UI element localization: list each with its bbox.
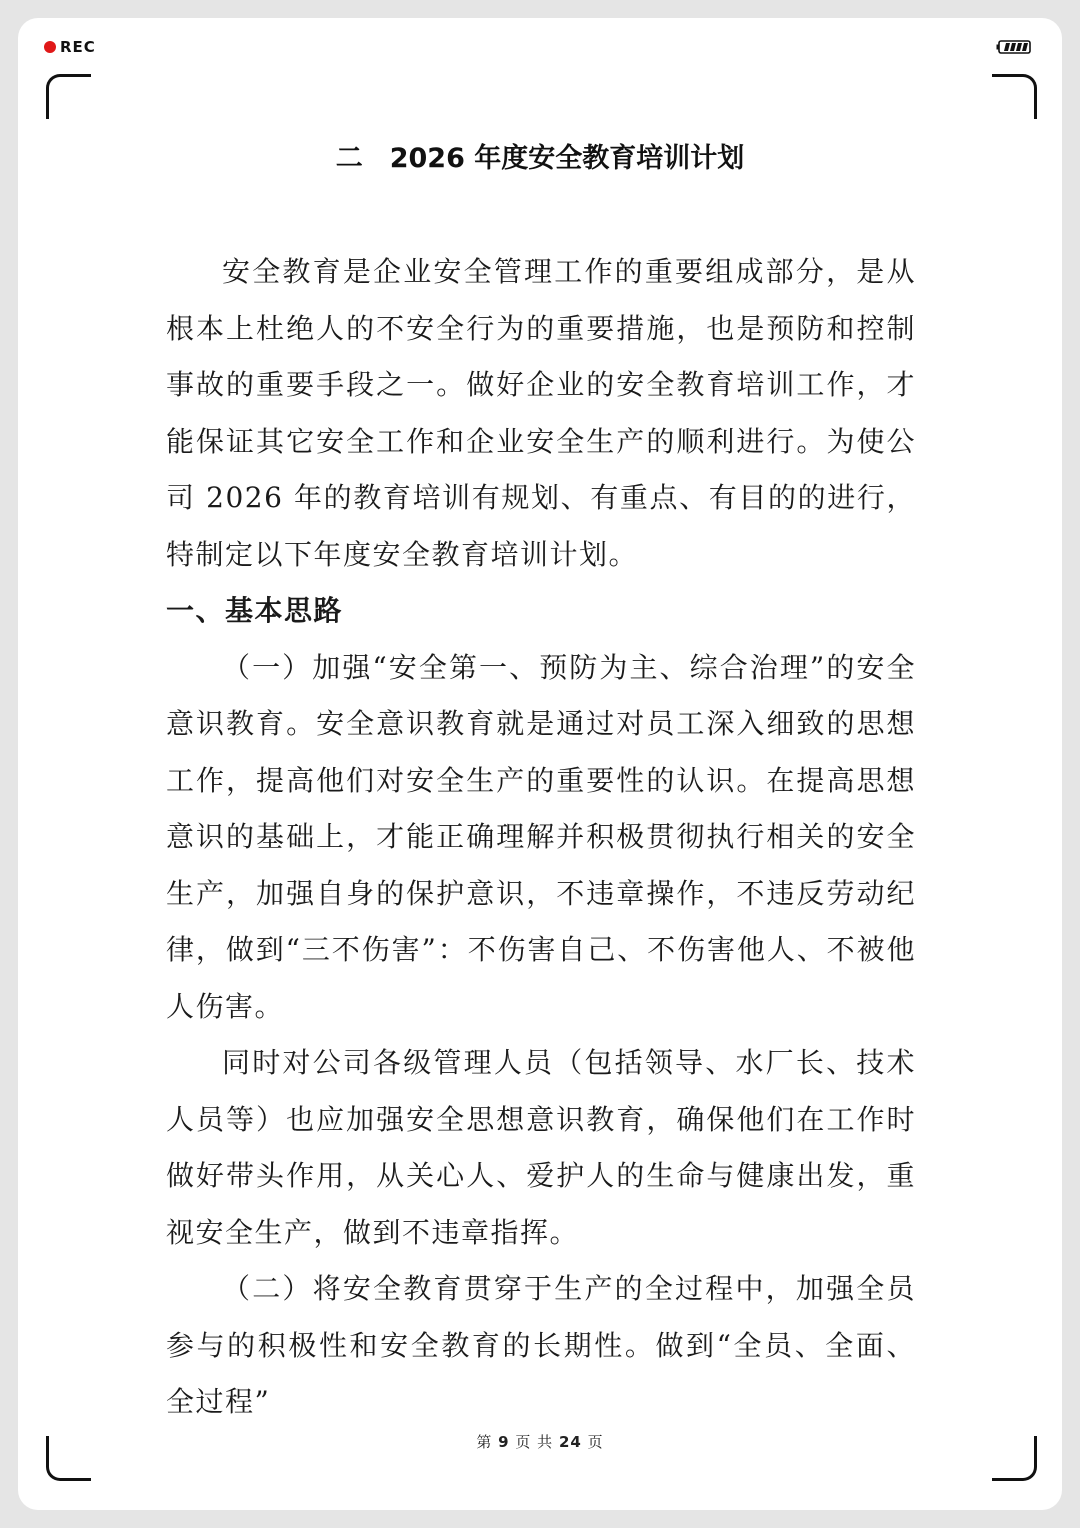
paragraph-item-1: （一）加强“安全第一、预防为主、综合治理”的安全意识教育。安全意识教育就是通过对员工深入细致的思想工作，提高他们对安全生产的重要性的认识。在提高思想意识的基础上，才能正确理解并积极贯彻执行相关的安全生产，加强自身的保护意识，不违章操作，不违反劳动纪律，做到“三不伤害”：不伤害自己、不伤害他人、不被他人伤害。 xyxy=(166,650,916,1023)
current-page-number: 9 xyxy=(498,1433,510,1451)
page-footer xyxy=(0,1431,1080,1452)
document-title: 二 2026 年度安全教育培训计划 xyxy=(335,143,745,174)
total-page-count: 24 xyxy=(558,1433,582,1451)
section-heading: 一、基本思路 xyxy=(166,594,344,627)
rec-indicator xyxy=(44,38,96,56)
paragraph-managers: 同时对公司各级管理人员（包括领导、水厂长、技术人员等）也应加强安全思想意识教育，确保他们在工作时做好带头作用，从关心人、爱护人的生命与健康出发，重视安全生产，做到不违章指挥。 xyxy=(166,1046,916,1249)
footer-middle: 页 共 xyxy=(515,1433,554,1451)
paragraph-item-2: （二）将安全教育贯穿于生产的全过程中，加强全员参与的积极性和安全教育的长期性。做到“全员、全面、全过程” xyxy=(166,1272,916,1418)
rec-label: REC xyxy=(60,38,96,56)
footer-prefix: 第 xyxy=(476,1433,493,1451)
viewfinder-corner-top-right xyxy=(992,74,1037,119)
footer-suffix: 页 xyxy=(587,1433,604,1451)
paragraph-intro: 安全教育是企业安全管理工作的重要组成部分，是从根本上杜绝人的不安全行为的重要措施，也是预防和控制事故的重要手段之一。做好企业的安全教育培训工作，才能保证其它安全工作和企业安全生产的顺利进行。为使公司 2026 年的教育培训有规划、有重点、有目的的进行，特制定以下年度安全教育培训计划。 xyxy=(166,255,916,571)
battery-icon xyxy=(996,40,1032,54)
document-body xyxy=(166,244,916,1431)
viewfinder-corner-top-left xyxy=(46,74,91,119)
record-dot-icon xyxy=(44,41,56,53)
